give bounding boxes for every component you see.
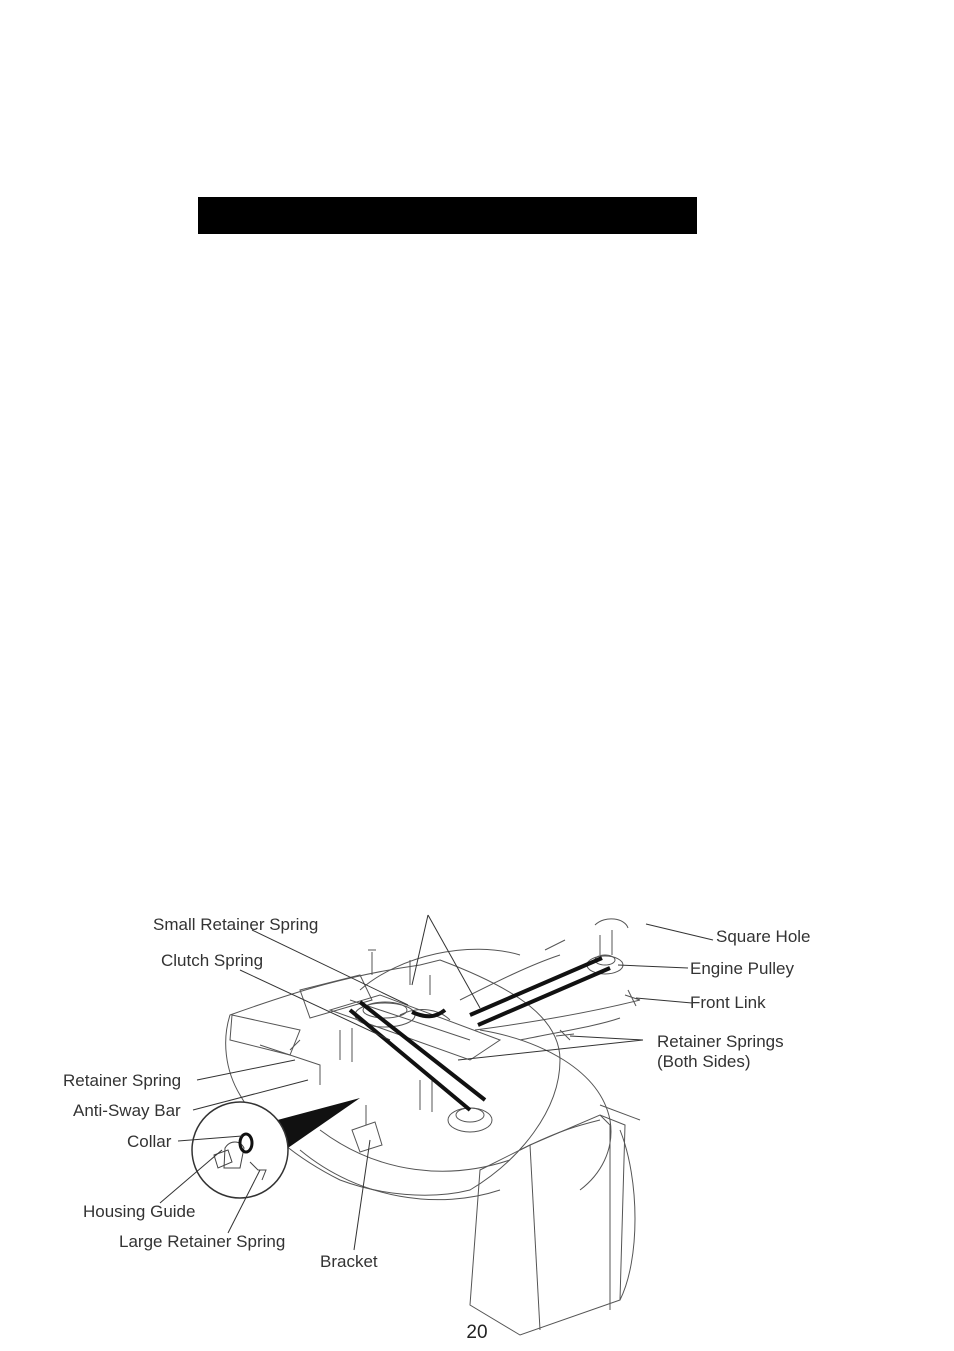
leader-bracket [354, 1140, 370, 1250]
leader-front-link [636, 998, 692, 1003]
label-housing-guide: Housing Guide [83, 1202, 196, 1221]
page-number: 20 [466, 1322, 488, 1343]
label-square-hole: Square Hole [716, 927, 811, 946]
leader-engine-pulley [618, 965, 688, 968]
label-anti-sway-bar: Anti-Sway Bar [73, 1101, 181, 1120]
label-retainer-springs: Retainer Springs [657, 1032, 784, 1051]
label-bracket: Bracket [320, 1252, 378, 1271]
label-front-link: Front Link [690, 993, 766, 1012]
detail-inset [192, 1098, 360, 1198]
label-retainer-spring: Retainer Spring [63, 1071, 182, 1090]
label-collar: Collar [127, 1132, 172, 1151]
leader-small-retainer-spring [252, 930, 408, 1005]
label-engine-pulley: Engine Pulley [690, 959, 794, 978]
label-both-sides: (Both Sides) [657, 1052, 751, 1071]
leader-square-hole [646, 924, 713, 940]
leader-retainer-spring [197, 1060, 295, 1080]
label-large-retainer-spring: Large Retainer Spring [119, 1232, 286, 1251]
label-small-retainer-spring: Small Retainer Spring [153, 915, 319, 934]
label-clutch-spring: Clutch Spring [161, 951, 264, 970]
leader-top-fork-left [412, 915, 428, 985]
leader-retainer-springs-b [570, 1036, 643, 1040]
